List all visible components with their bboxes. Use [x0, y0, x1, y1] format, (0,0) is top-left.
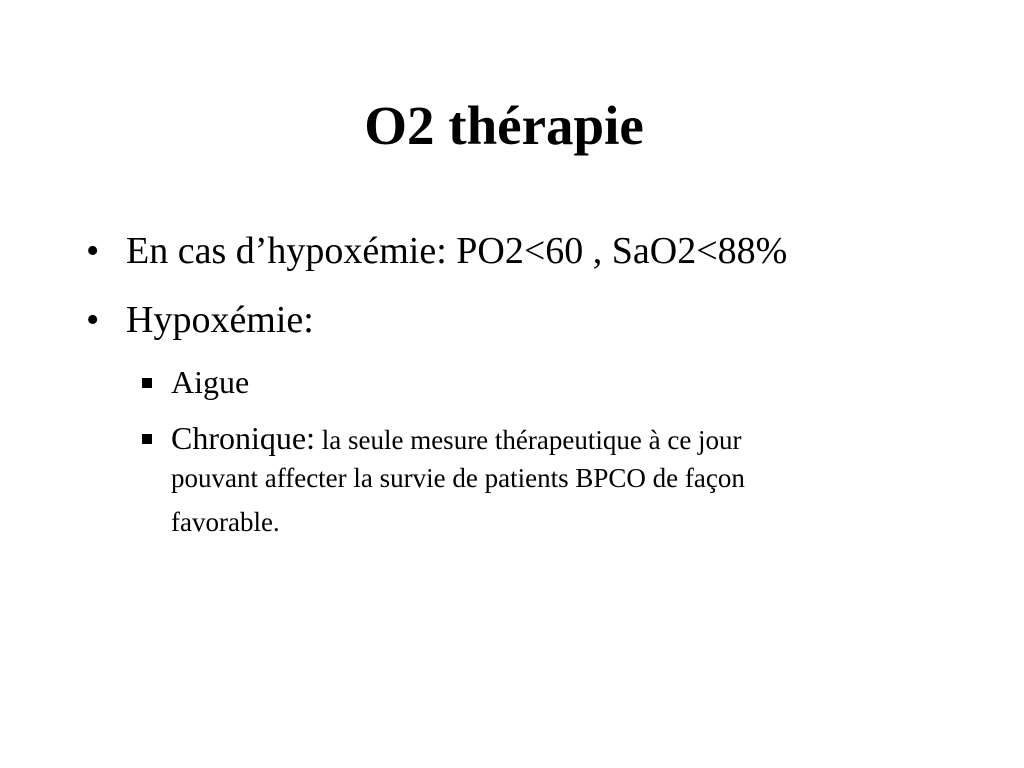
bullet-item	[0, 301, 1024, 339]
sub-bullet-rest: la seule mesure thérapeutique à ce jour	[314, 425, 742, 455]
sub-bullet-lead: Chronique:	[171, 420, 315, 456]
bullet-dot-icon: •	[86, 299, 100, 341]
bullet-dot-icon: •	[86, 230, 100, 272]
bullet-list	[0, 232, 1024, 370]
slide-title: O2 thérapie	[364, 95, 644, 156]
sub-bullet-continuation: pouvant affecter la survie de patients BPCO de façon	[171, 463, 745, 493]
bullet-text: Hypoxémie:	[126, 299, 314, 341]
square-bullet-icon	[142, 378, 152, 388]
square-bullet-icon	[142, 434, 152, 444]
sub-bullet-list	[0, 366, 1024, 568]
sub-bullet-text: Aigue	[171, 364, 250, 400]
bullet-item	[0, 232, 1024, 270]
sub-bullet-item	[0, 422, 1024, 544]
bullet-text: En cas d’hypoxémie: PO2<60 , SaO2<88%	[126, 230, 788, 272]
sub-bullet-continuation: favorable.	[171, 507, 280, 537]
sub-bullet-item	[0, 366, 1024, 398]
